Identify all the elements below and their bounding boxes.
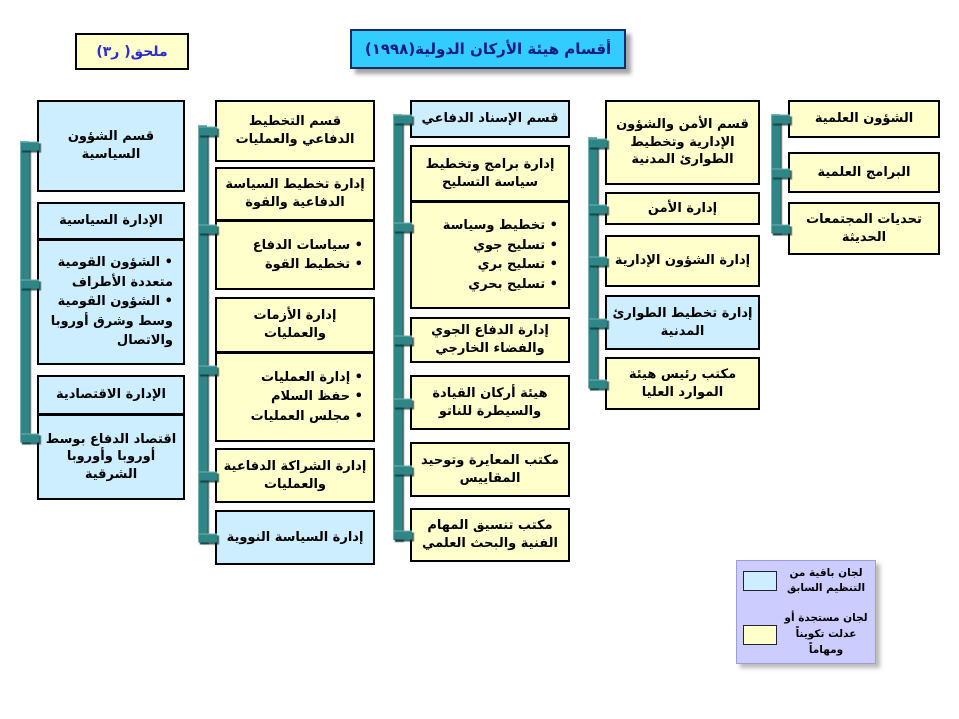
- box-label: إدارة الشراكة الدفاعية والعمليات: [223, 458, 367, 492]
- box-label: قسم الشؤون السياسية: [67, 129, 155, 162]
- box-modern-society-challenges: [788, 202, 940, 255]
- annex-label: ملحق( ر٣): [75, 33, 189, 70]
- box-label: قسم الأمن والشؤون الإدارية وتخطيط الطوارئ المدنية: [616, 117, 749, 168]
- bullet-list: [217, 236, 373, 275]
- bullet-item: • تخطيط وسياسة: [416, 216, 558, 236]
- box-nato-command-control-staff: [410, 375, 570, 430]
- bullet-list: [217, 368, 373, 427]
- box-header: إدارة تخطيط السياسة الدفاعية والقوة: [217, 169, 373, 222]
- box-label: مكتب رئيس هيئة الموارد العليا: [628, 366, 737, 400]
- box-label: البرامج العلمية: [817, 164, 911, 180]
- bullet-item: • تسليح بري: [416, 255, 558, 275]
- connector-vertical-line: [393, 114, 402, 540]
- bullet-item: • الشؤون القومية وسط وشرق أوروبا والاتصال: [43, 292, 173, 351]
- bullet-item: • حفظ السلام: [221, 387, 363, 407]
- box-label: مكتب تنسيق المهام الفنية والبحث العلمي: [422, 518, 558, 551]
- box-header: إدارة الأزمات والعمليات: [217, 299, 373, 354]
- box-armament-programs-admin: [410, 145, 570, 309]
- box-crisis-operations-admin: [215, 297, 375, 442]
- box-scientific-affairs: [788, 100, 940, 138]
- box-political-administration: [37, 202, 185, 365]
- bullet-item: • تخطيط القوة: [221, 255, 363, 275]
- connector-vertical-line: [20, 141, 29, 442]
- legend-label: لجان باقية من التنظيم السابق: [786, 566, 866, 595]
- box-label: قسم التخطيط الدفاعي والعمليات: [235, 114, 355, 147]
- bullet-item: • سياسات الدفاع: [221, 236, 363, 256]
- box-label: إدارة الشؤون الإدارية: [614, 253, 751, 269]
- box-label: إدارة تخطيط الطوارئ المدنية: [612, 305, 753, 339]
- legend-swatch-yellow: [743, 625, 777, 645]
- box-header: إدارة برامج وتخطيط سياسة التسليح: [412, 147, 568, 203]
- chart-title: أقسام هيئة الأركان الدولية(١٩٩٨): [350, 29, 626, 69]
- box-technical-research-office: [410, 508, 570, 562]
- box-economic-administration: [37, 375, 185, 500]
- bullet-item: • مجلس العمليات: [221, 407, 363, 427]
- box-senior-resources-office: [605, 357, 760, 410]
- box-policy-force-planning-admin: [215, 167, 375, 290]
- bullet-list: [39, 253, 183, 351]
- box-civil-emergency-planning-admin: [605, 295, 760, 350]
- box-security-admin: [605, 192, 760, 225]
- box-scientific-programs: [788, 152, 940, 193]
- box-label: قسم الإسناد الدفاعي: [421, 111, 559, 127]
- box-header: الإدارة السياسية: [39, 204, 183, 241]
- box-administrative-affairs-admin: [605, 235, 760, 287]
- box-body: اقتصاد الدفاع بوسط أوروبا وأوروبا الشرقية: [45, 431, 177, 482]
- box-political-affairs-division: [37, 100, 185, 192]
- bullet-item: • الشؤون القومية متعددة الأطراف: [43, 253, 173, 292]
- bullet-list: [412, 216, 568, 294]
- bullet-item: • تسليح بحري: [416, 275, 558, 295]
- bullet-item: • إدارة العمليات: [221, 368, 363, 388]
- legend-item-kept: [743, 566, 869, 598]
- box-label: إدارة السياسة النووية: [226, 529, 364, 545]
- box-defense-support-division: [410, 100, 570, 138]
- box-nuclear-policy-admin: [215, 510, 375, 565]
- box-air-defense-space-admin: [410, 317, 570, 363]
- box-defense-partnership-admin: [215, 448, 375, 503]
- box-header: الإدارة الاقتصادية: [39, 377, 183, 416]
- box-label: إدارة الدفاع الجوي والفضاء الخارجي: [431, 323, 549, 356]
- legend-swatch-blue: [743, 571, 777, 591]
- box-label: هيئة أركان القيادة والسيطرة للناتو: [432, 385, 548, 419]
- box-defense-planning-division: [215, 100, 375, 162]
- legend-label: لجان مستجدة أو عدلت تكويناً ومهاماً: [784, 612, 868, 656]
- box-label: الشؤون العلمية: [814, 111, 914, 127]
- legend: [736, 560, 876, 664]
- box-label: إدارة الأمن: [647, 200, 718, 216]
- box-label: تحديات المجتمعات الحديثة: [806, 211, 922, 245]
- legend-item-new: [743, 611, 869, 658]
- box-label: مكتب المعايرة وتوحيد المقاييس: [421, 452, 559, 486]
- bullet-item: • تسليح جوي: [416, 236, 558, 256]
- box-standards-office: [410, 442, 570, 497]
- box-security-admin-emergency-division: [605, 100, 760, 185]
